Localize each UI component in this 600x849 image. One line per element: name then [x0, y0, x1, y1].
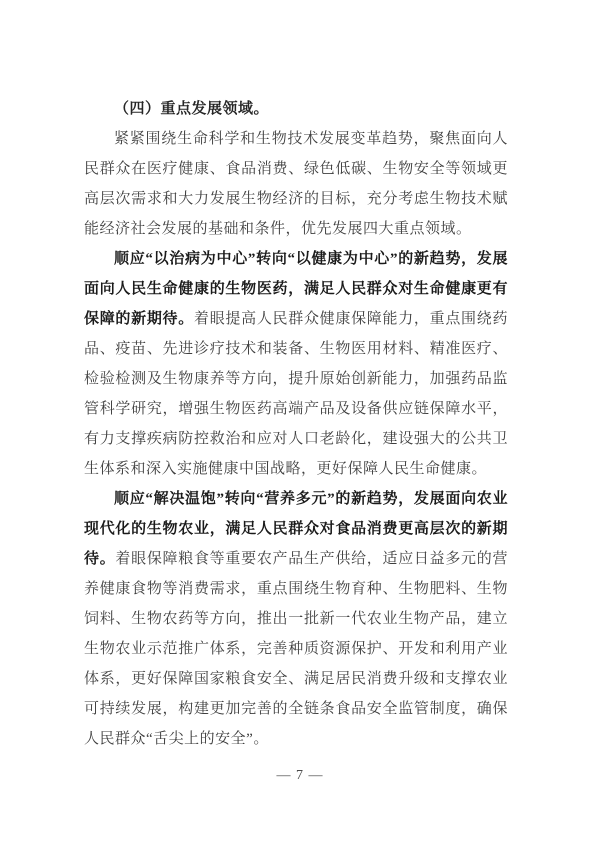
section-heading: （四）重点发展领域。 — [114, 101, 270, 117]
paragraph-lead-emphasis: 顺应“解决温饱”转向“营养多元”的新趋势，发展面向农业现代化的生物农业，满足人民群众对食品消费更高层次的新期待。 — [84, 491, 508, 567]
paragraph-biomedicine — [84, 244, 508, 484]
paragraph-lead-emphasis: 顺应“以治病为中心”转向“以健康为中心”的新趋势，发展面向人民生命健康的生物医药，满足人民群众对生命健康更有保障的新期待。 — [84, 251, 508, 327]
page-content — [84, 94, 508, 754]
paragraph-bioagriculture — [84, 484, 508, 754]
paragraph-text: 着眼保障粮食等重要农产品生产供给，适应日益多元的营养健康食物等消费需求，重点围绕生物育种、生物肥料、生物饲料、生物农药等方向，推出一批新一代农业生物产品，建立生物农业示范推广体系，完善种质资源保护、开发和利用产业体系，更好保障国家粮食安全、满足居民消费升级和支撑农业可持续发展，构建更加完善的全链条食品安全监管制度，确保人民群众“舌尖上的安全”。 — [84, 551, 508, 747]
page-number: — 7 — — [276, 768, 324, 783]
paragraph-intro — [84, 124, 508, 244]
paragraph-text: 紧紧围绕生命科学和生物技术发展变革趋势，聚焦面向人民群众在医疗健康、食品消费、绿色低碳、生物安全等领域更高层次需求和大力发展生物经济的目标，充分考虑生物技术赋能经济社会发展的基础和条件，优先发展四大重点领域。 — [84, 131, 508, 237]
paragraph-text: 着眼提高人民群众健康保障能力，重点围绕药品、疫苗、先进诊疗技术和装备、生物医用材料、精准医疗、检验检测及生物康养等方向，提升原始创新能力，加强药品监管科学研究，增强生物医药高端产品及设备供应链保障水平，有力支撑疾病防控救治和应对人口老龄化，建设强大的公共卫生体系和深入实施健康中国战略，更好保障人民生命健康。 — [84, 311, 508, 477]
